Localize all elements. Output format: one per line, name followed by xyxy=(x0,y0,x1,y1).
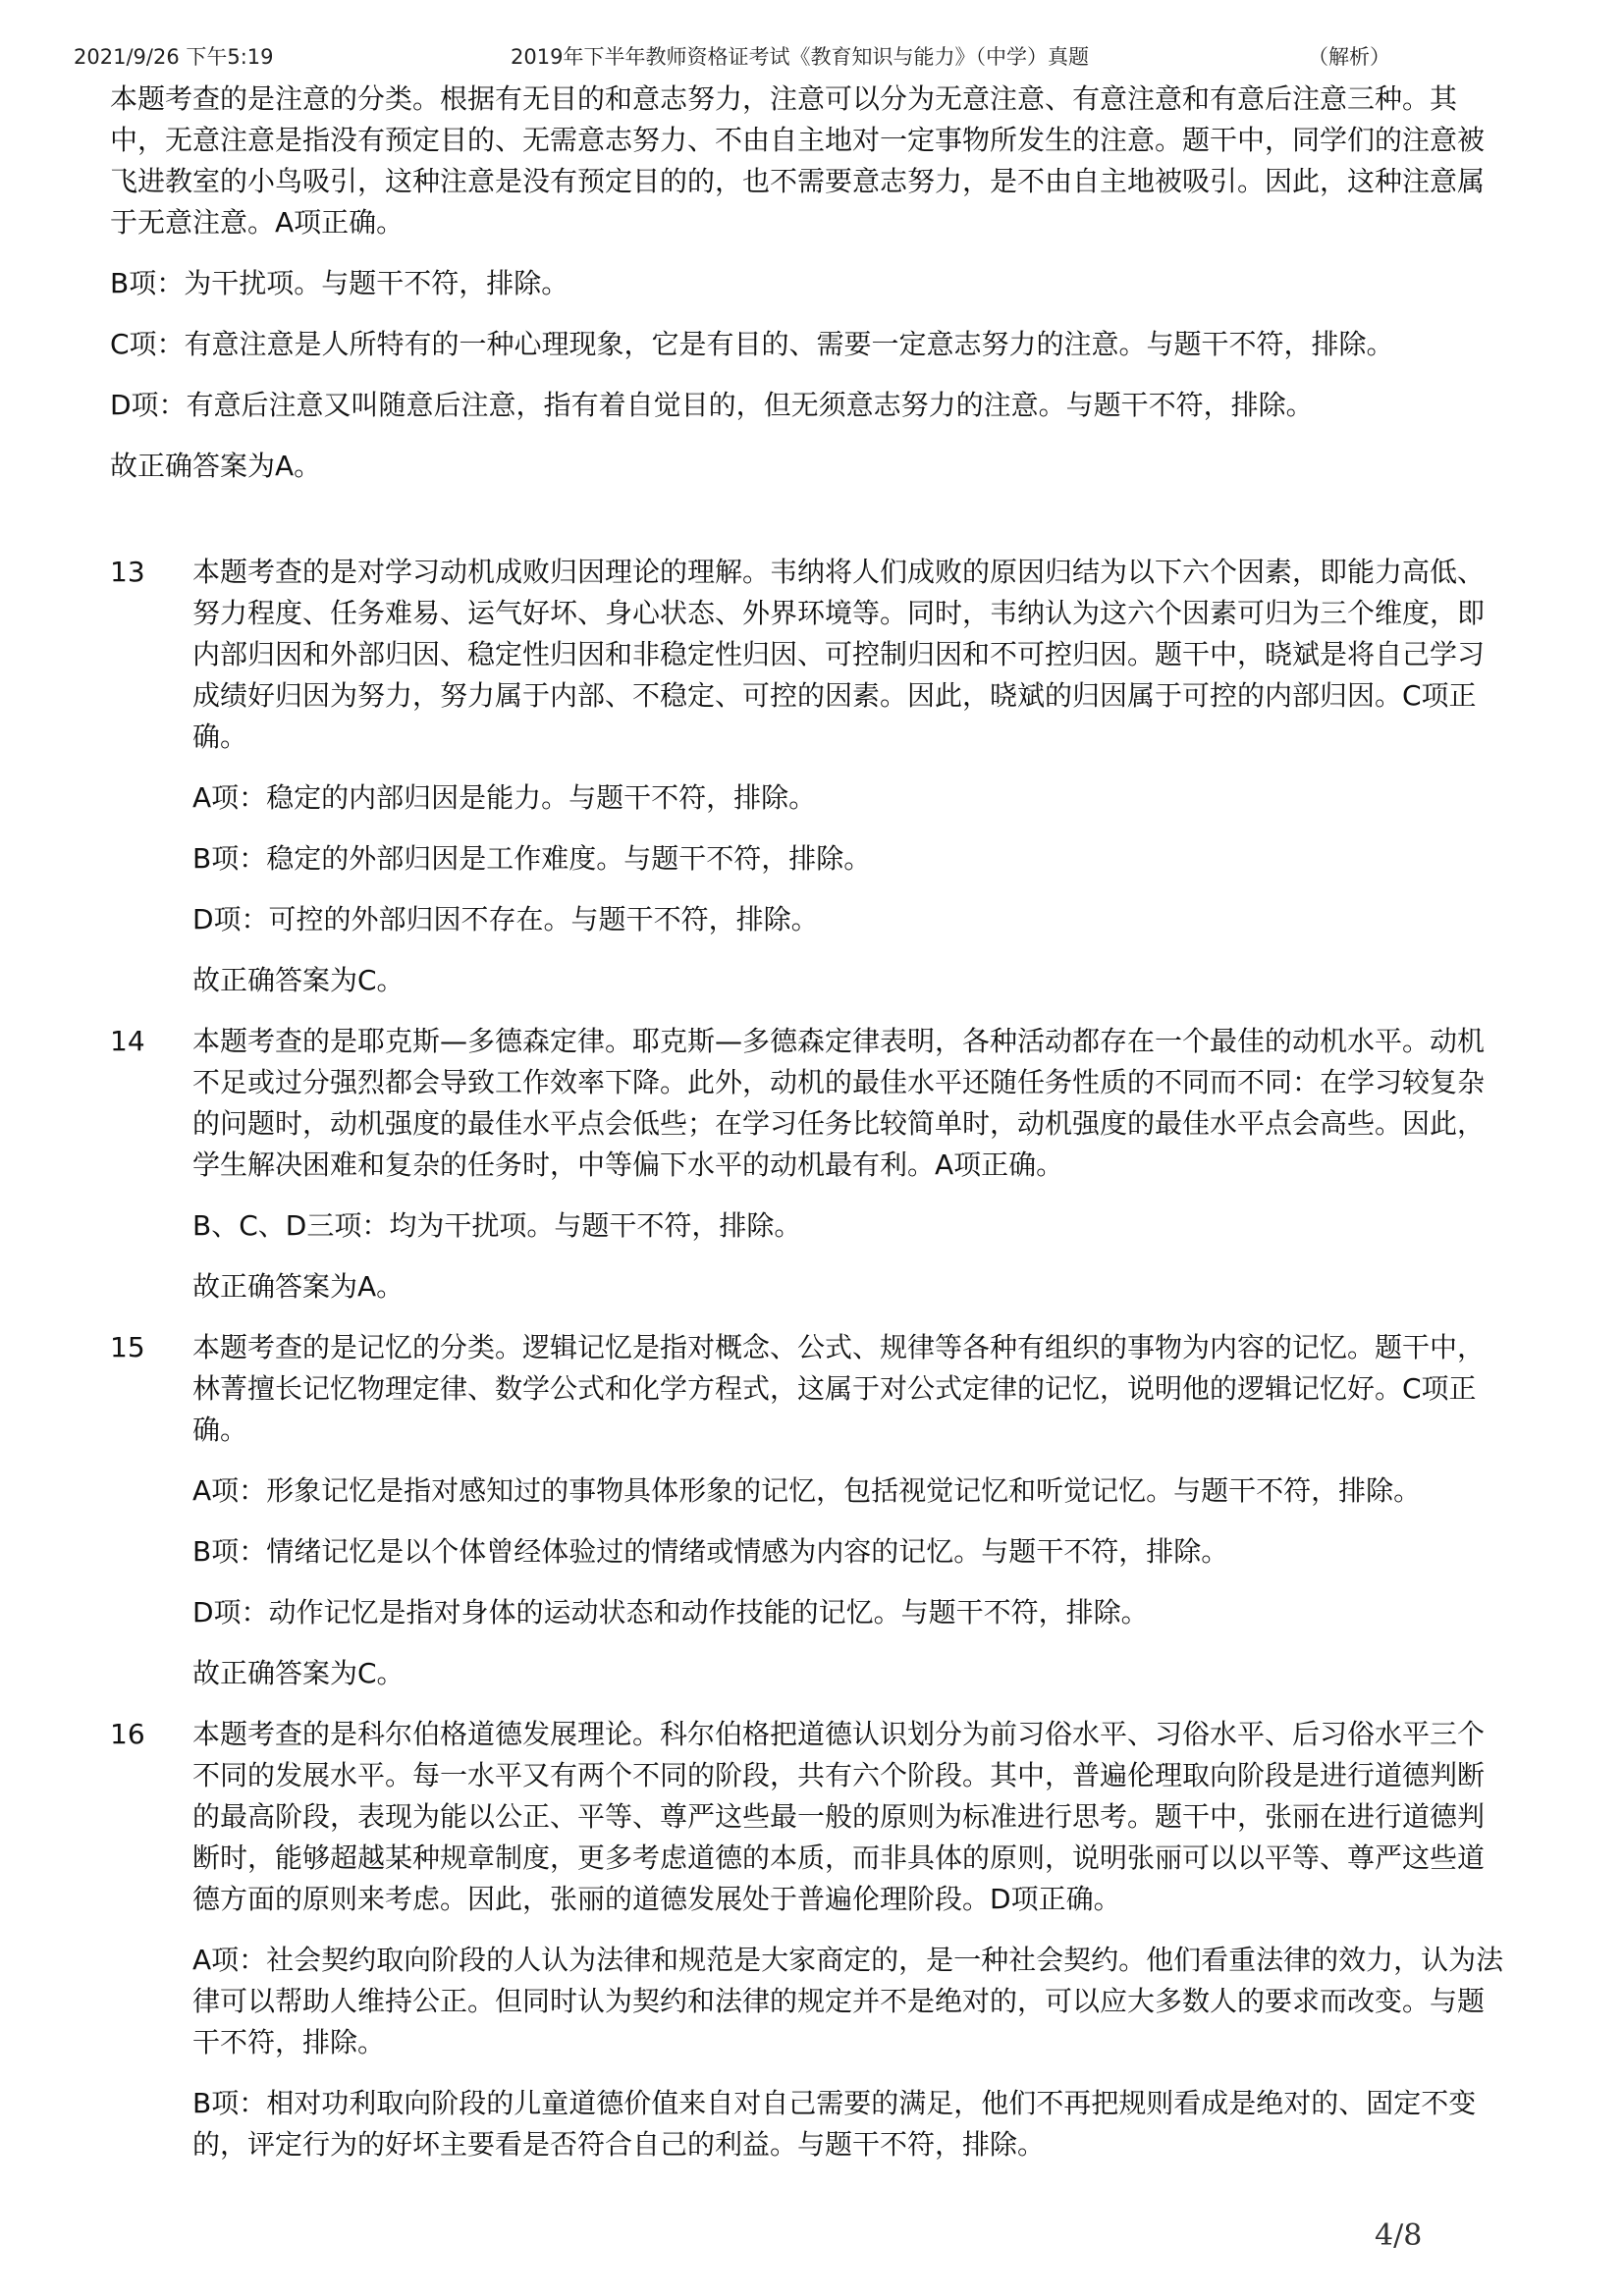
explanation-text: 本题考查的是对学习动机成败归因理论的理解。韦纳将人们成败的原因归结为以下六个因素，即能力高低、努力程度、任务难易、运气好坏、身心状态、外界环境等。同时，韦纳认为这六个因素可归为三个维度，即内部归因和外部归因、稳定性归因和非稳定性归因、可控制归因和不可控归因。题干中，晓斌是将自己学习成绩好归因为努力，努力属于内部、不稳定、可控的因素。因此，晓斌的归因属于可控的内部归因。C项正确。 xyxy=(192,556,1486,753)
question-list xyxy=(110,552,1504,2185)
page-number: 4/8 xyxy=(1375,2218,1423,2253)
question-number: 15 xyxy=(110,1331,145,1363)
option-explanation: B项：相对功利取向阶段的儿童道德价值来自对自己需要的满足，他们不再把规则看成是绝对的、固定不变的，评定行为的好坏主要看是否符合自己的利益。与题干不符，排除。 xyxy=(192,2087,1477,2161)
answer-line: 故正确答案为C。 xyxy=(192,964,405,996)
explanation-text: 本题考查的是记忆的分类。逻辑记忆是指对概念、公式、规律等各种有组织的事物为内容的记忆。题干中，林菁擅长记忆物理定律、数学公式和化学方程式，这属于对公式定律的记忆，说明他的逻辑记忆好。C项正确。 xyxy=(192,1331,1486,1446)
document-title: 2019年下半年教师资格证考试《教育知识与能力》（中学）真题 xyxy=(511,45,1089,69)
question-16 xyxy=(110,1714,1504,2165)
page-content xyxy=(110,79,1504,507)
question-number: 16 xyxy=(110,1718,145,1750)
option-explanation: A项：形象记忆是指对感知过的事物具体形象的记忆，包括视觉记忆和听觉记忆。与题干不符，排除。 xyxy=(192,1474,1422,1507)
option-explanation: B项：情绪记忆是以个体曾经体验过的情绪或情感为内容的记忆。与题干不符，排除。 xyxy=(192,1535,1229,1568)
explanation-text: 本题考查的是耶克斯—多德森定律。耶克斯—多德森定律表明，各种活动都存在一个最佳的动机水平。动机不足或过分强烈都会导致工作效率下降。此外，动机的最佳水平还随任务性质的不同而不同：在学习较复杂的问题时，动机强度的最佳水平点会低些；在学习任务比较简单时，动机强度的最佳水平点会高些。因此，学生解决困难和复杂的任务时，中等偏下水平的动机最有利。A项正确。 xyxy=(192,1025,1486,1181)
print-header xyxy=(0,37,1624,73)
answer-line: 故正确答案为A。 xyxy=(192,1270,405,1303)
question-number: 13 xyxy=(110,556,145,588)
option-explanation: D项：有意后注意又叫随意后注意，指有着自觉目的，但无须意志努力的注意。与题干不符，排除。 xyxy=(110,389,1314,421)
explanation-text: 本题考查的是科尔伯格道德发展理论。科尔伯格把道德认识划分为前习俗水平、习俗水平、后习俗水平三个不同的发展水平。每一水平又有两个不同的阶段，共有六个阶段。其中，普遍伦理取向阶段是进行道德判断的最高阶段，表现为能以公正、平等、尊严这些最一般的原则为标准进行思考。题干中，张丽在进行道德判断时，能够超越某种规章制度，更多考虑道德的本质，而非具体的原则，说明张丽可以以平等、尊严这些道德方面的原则来考虑。因此，张丽的道德发展处于普遍伦理阶段。D项正确。 xyxy=(192,1718,1486,1915)
answer-line: 故正确答案为C。 xyxy=(192,1657,405,1689)
header-tag: （解析） xyxy=(1308,45,1390,69)
question-13 xyxy=(110,552,1504,1001)
explanation-text: 本题考查的是注意的分类。根据有无目的和意志努力，注意可以分为无意注意、有意注意和有意后注意三种。其中，无意注意是指没有预定目的、无需意志努力、不由自主地对一定事物所发生的注意。题干中，同学们的注意被飞进教室的小鸟吸引，这种注意是没有预定目的的，也不需要意志努力，是不由自主地被吸引。因此，这种注意属于无意注意。A项正确。 xyxy=(110,82,1486,239)
option-explanation: C项：有意注意是人所特有的一种心理现象，它是有目的、需要一定意志努力的注意。与题干不符，排除。 xyxy=(110,328,1394,360)
option-explanation: B项：为干扰项。与题干不符，排除。 xyxy=(110,267,569,299)
option-explanation: A项：社会契约取向阶段的人认为法律和规范是大家商定的，是一种社会契约。他们看重法律的效力，认为法律可以帮助人维持公正。但同时认为契约和法律的规定并不是绝对的，可以应大多数人的要求而改变。与题干不符，排除。 xyxy=(192,1944,1504,2058)
question-12-continuation xyxy=(110,79,1504,487)
option-explanation: D项：动作记忆是指对身体的运动状态和动作技能的记忆。与题干不符，排除。 xyxy=(192,1596,1149,1629)
question-15 xyxy=(110,1327,1504,1694)
option-explanation: A项：稳定的内部归因是能力。与题干不符，排除。 xyxy=(192,781,817,814)
question-number: 14 xyxy=(110,1025,145,1057)
option-explanation: B项：稳定的外部归因是工作难度。与题干不符，排除。 xyxy=(192,842,872,875)
option-explanation: B、C、D三项：均为干扰项。与题干不符，排除。 xyxy=(192,1209,802,1242)
answer-line: 故正确答案为A。 xyxy=(110,450,322,482)
option-explanation: D项：可控的外部归因不存在。与题干不符，排除。 xyxy=(192,903,819,935)
print-datetime: 2021/9/26 下午5:19 xyxy=(74,45,274,69)
question-14 xyxy=(110,1021,1504,1308)
